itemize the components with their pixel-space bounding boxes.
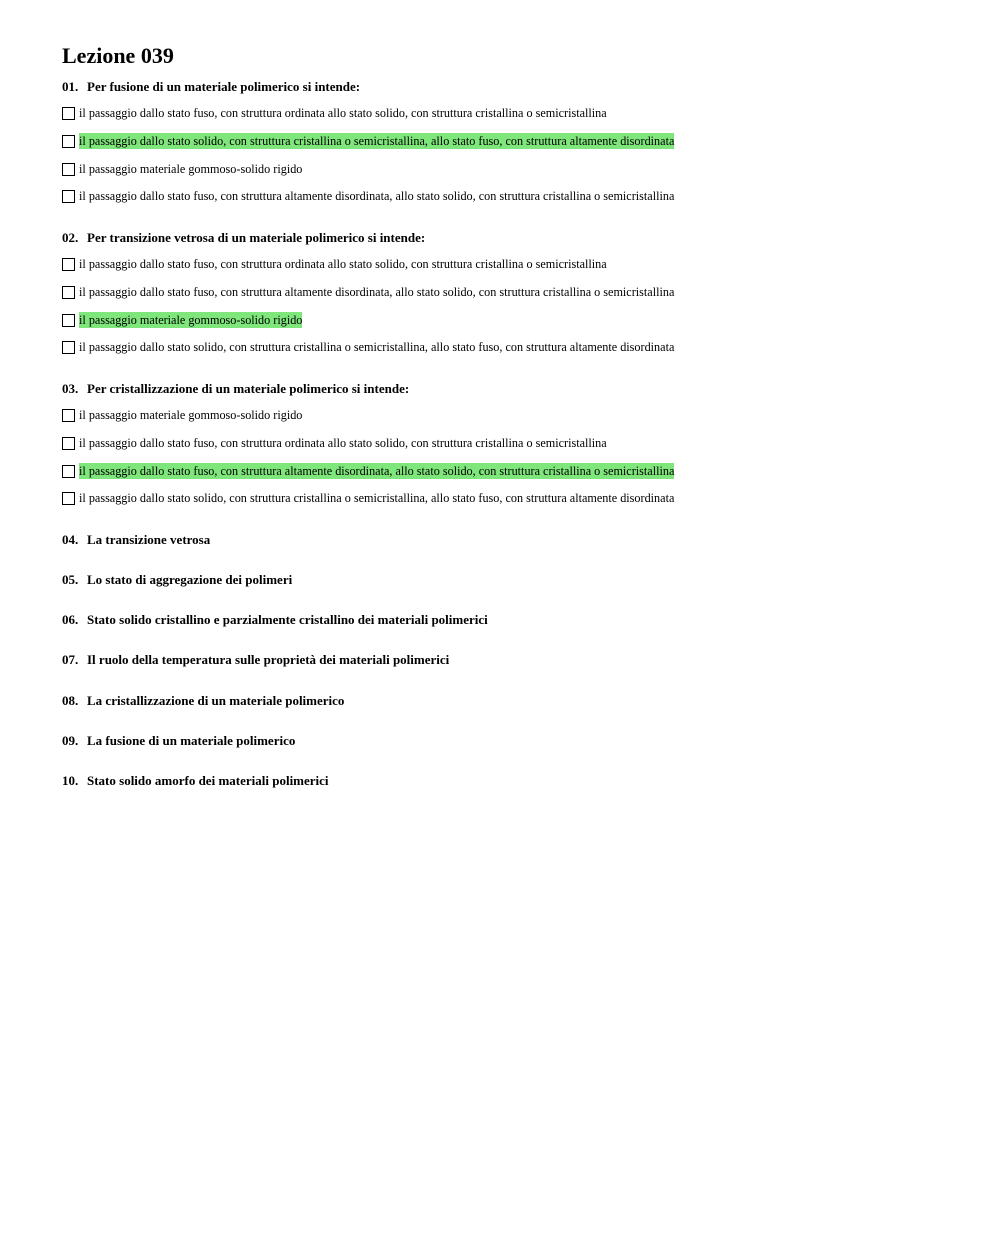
answer-text: il passaggio dallo stato fuso, con struttura altamente disordinata, allo stato solido, con struttura cristallina o semicristallina: [79, 464, 675, 478]
answer-checkbox[interactable]: [62, 163, 75, 176]
answer-option-correct: [62, 133, 674, 149]
question-heading: [62, 531, 210, 549]
answer-option: [62, 188, 674, 204]
question-text: La transizione vetrosa: [87, 532, 211, 547]
question-heading: [62, 380, 409, 398]
answer-checkbox[interactable]: [62, 341, 75, 354]
question-text: Per fusione di un materiale polimerico si intende:: [87, 79, 361, 94]
question-text: Per cristallizzazione di un materiale polimerico si intende:: [87, 381, 410, 396]
question-number: 09.: [62, 733, 79, 748]
answer-text: il passaggio dallo stato solido, con struttura cristallina o semicristallina, allo stato fuso, con struttura altamente disordinata: [79, 491, 675, 505]
answer-checkbox[interactable]: [62, 465, 75, 478]
question-text: La cristallizzazione di un materiale polimerico: [87, 693, 345, 708]
answer-text: il passaggio dallo stato solido, con struttura cristallina o semicristallina, allo stato fuso, con struttura altamente disordinata: [79, 134, 675, 148]
answer-text: il passaggio dallo stato solido, con struttura cristallina o semicristallina, allo stato fuso, con struttura altamente disordinata: [79, 340, 675, 354]
answer-text: il passaggio dallo stato fuso, con struttura ordinata allo stato solido, con struttura cristallina o semicristallina: [79, 436, 607, 450]
question-heading: [62, 651, 449, 669]
question-text: Stato solido cristallino e parzialmente cristallino dei materiali polimerici: [87, 612, 488, 627]
question-number: 07.: [62, 652, 79, 667]
answer-checkbox[interactable]: [62, 190, 75, 203]
answer-option: [62, 161, 302, 177]
answer-option: [62, 284, 674, 300]
answer-checkbox[interactable]: [62, 409, 75, 422]
question-number: 06.: [62, 612, 79, 627]
question-number: 01.: [62, 79, 79, 94]
question-number: 03.: [62, 381, 79, 396]
answer-text: il passaggio dallo stato fuso, con struttura ordinata allo stato solido, con struttura cristallina o semicristallina: [79, 106, 607, 120]
question-text: Lo stato di aggregazione dei polimeri: [87, 572, 293, 587]
answer-option: [62, 490, 674, 506]
answer-text: il passaggio dallo stato fuso, con struttura ordinata allo stato solido, con struttura cristallina o semicristallina: [79, 257, 607, 271]
question-heading: [62, 692, 344, 710]
question-heading: [62, 732, 295, 750]
answer-checkbox[interactable]: [62, 286, 75, 299]
answer-text: il passaggio dallo stato fuso, con struttura altamente disordinata, allo stato solido, con struttura cristallina o semicristallina: [79, 189, 675, 203]
answer-text: il passaggio materiale gommoso-solido rigido: [79, 162, 303, 176]
question-number: 10.: [62, 773, 79, 788]
question-heading: [62, 571, 292, 589]
answer-checkbox[interactable]: [62, 492, 75, 505]
question-text: La fusione di un materiale polimerico: [87, 733, 296, 748]
answer-option-correct: [62, 312, 302, 328]
question-heading: [62, 229, 425, 247]
answer-checkbox[interactable]: [62, 107, 75, 120]
answer-checkbox[interactable]: [62, 135, 75, 148]
answer-option: [62, 105, 607, 121]
answer-option: [62, 339, 674, 355]
question-text: Il ruolo della temperatura sulle proprietà dei materiali polimerici: [87, 652, 450, 667]
answer-option-correct: [62, 463, 674, 479]
answer-option: [62, 256, 607, 272]
question-number: 04.: [62, 532, 79, 547]
question-text: Per transizione vetrosa di un materiale polimerico si intende:: [87, 230, 426, 245]
answer-option: [62, 435, 607, 451]
question-text: Stato solido amorfo dei materiali polimerici: [87, 773, 329, 788]
question-heading: [62, 611, 488, 629]
question-number: 08.: [62, 693, 79, 708]
answer-option: [62, 407, 302, 423]
answer-text: il passaggio dallo stato fuso, con struttura altamente disordinata, allo stato solido, con struttura cristallina o semicristallina: [79, 285, 675, 299]
question-number: 05.: [62, 572, 79, 587]
answer-checkbox[interactable]: [62, 258, 75, 271]
answer-checkbox[interactable]: [62, 437, 75, 450]
answer-checkbox[interactable]: [62, 314, 75, 327]
question-heading: [62, 772, 329, 790]
page-title: Lezione 039: [62, 43, 174, 68]
question-heading: [62, 78, 360, 96]
answer-text: il passaggio materiale gommoso-solido rigido: [79, 408, 303, 422]
question-number: 02.: [62, 230, 79, 245]
answer-text: il passaggio materiale gommoso-solido rigido: [79, 313, 303, 327]
